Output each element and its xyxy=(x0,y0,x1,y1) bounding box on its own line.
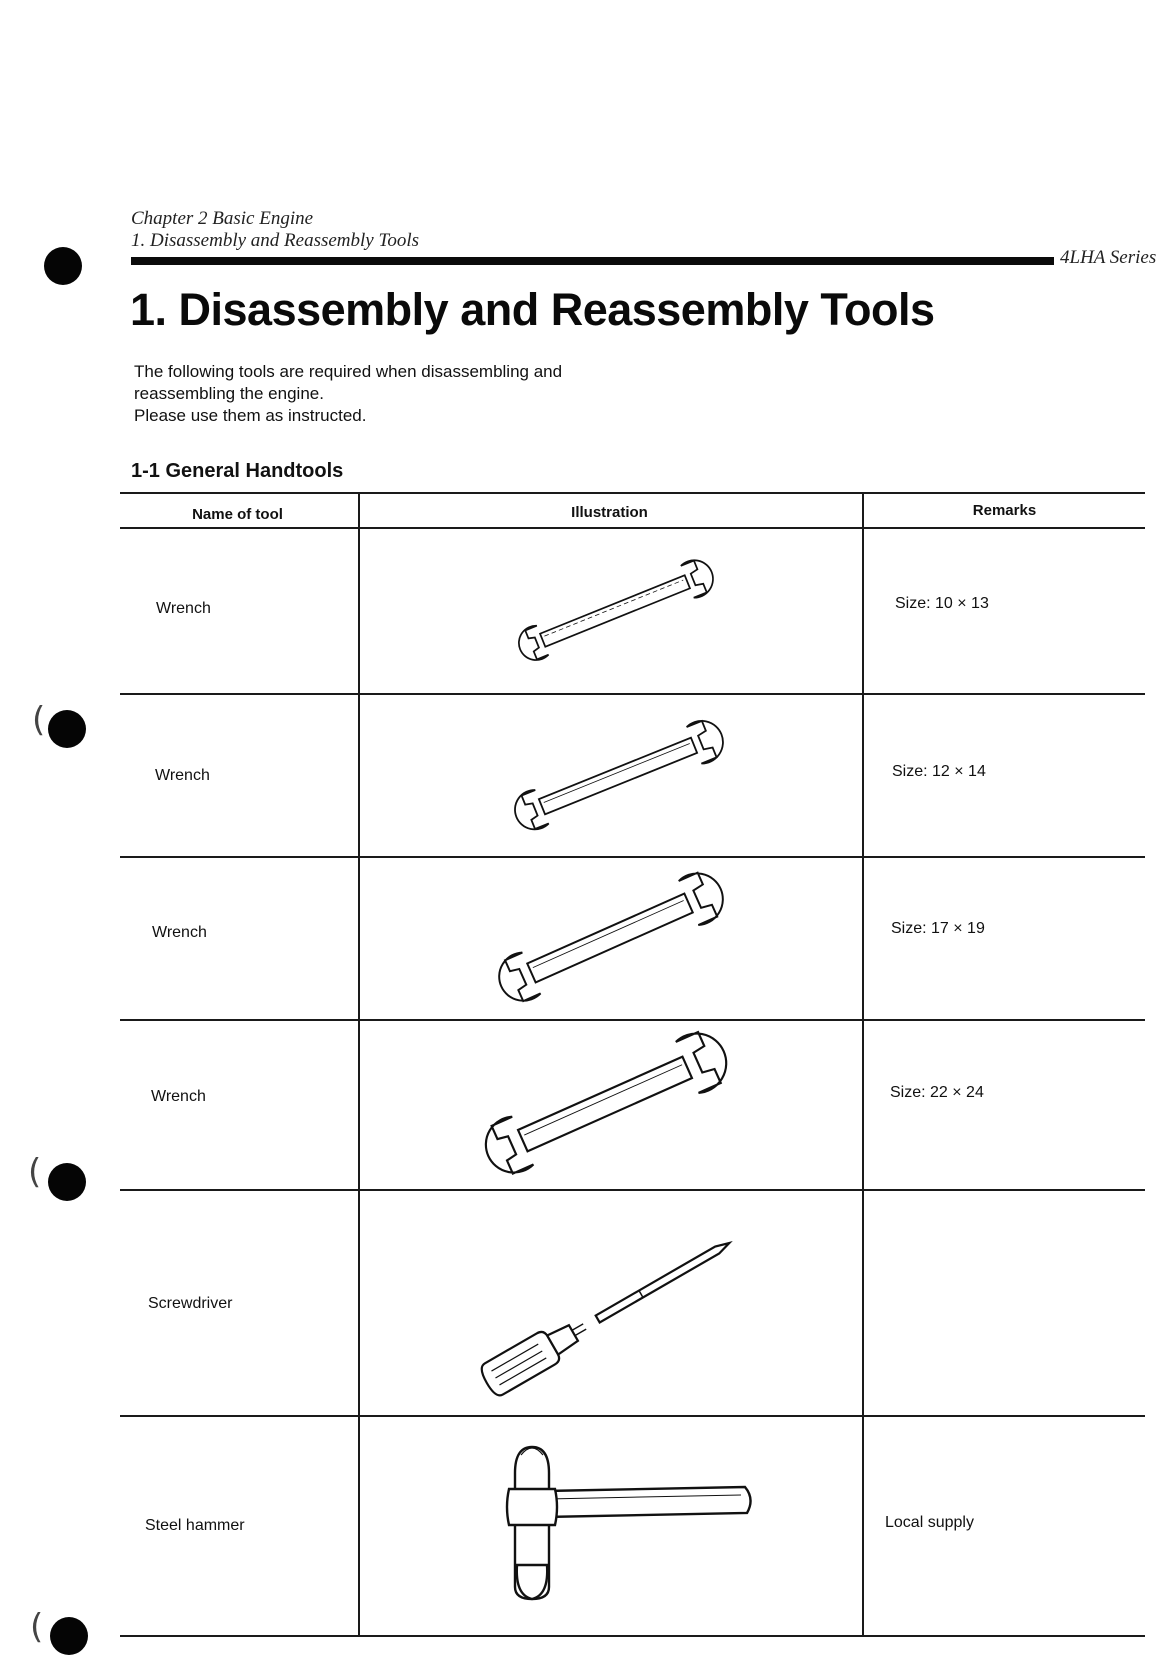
wrench-icon xyxy=(475,1029,735,1179)
binder-hole-4 xyxy=(50,1617,88,1655)
table-top-rule xyxy=(120,492,1145,494)
page-title: 1. Disassembly and Reassembly Tools xyxy=(130,284,935,335)
series-label: 4LHA Series xyxy=(1060,247,1157,268)
table-row xyxy=(120,695,1145,856)
intro-line: Please use them as instructed. xyxy=(134,406,367,425)
screwdriver-icon xyxy=(465,1217,765,1397)
binder-hole-mark: ( xyxy=(28,1152,42,1192)
table-row xyxy=(120,1417,1145,1635)
tool-remarks: Size: 12 × 14 xyxy=(892,763,986,780)
table-bottom-rule xyxy=(120,1635,1145,1637)
tool-name: Wrench xyxy=(156,600,211,617)
binder-hole-3 xyxy=(48,1163,86,1201)
wrench-icon xyxy=(500,546,730,676)
tool-remarks: Size: 22 × 24 xyxy=(890,1084,984,1101)
column-header-illustration: Illustration xyxy=(571,504,648,521)
column-header-name: Name of tool xyxy=(192,506,283,523)
column-header-remarks: Remarks xyxy=(972,502,1037,519)
table-row xyxy=(120,1191,1145,1415)
wrench-icon xyxy=(498,711,738,841)
tool-name: Wrench xyxy=(151,1088,206,1105)
binder-hole-1 xyxy=(44,247,82,285)
tool-name: Wrench xyxy=(152,924,207,941)
intro-line: reassembling the engine. xyxy=(134,384,324,403)
header-rule xyxy=(131,257,1054,265)
binder-hole-2 xyxy=(48,710,86,748)
tool-name: Screwdriver xyxy=(148,1295,233,1312)
hammer-icon xyxy=(475,1437,775,1617)
tool-remarks: Size: 17 × 19 xyxy=(891,920,985,937)
tool-name: Wrench xyxy=(155,767,210,784)
tool-remarks: Local supply xyxy=(885,1514,974,1531)
subsection-heading: 1-1 General Handtools xyxy=(131,460,344,482)
table-row xyxy=(120,528,1145,693)
table-row xyxy=(120,858,1145,1019)
wrench-icon xyxy=(485,868,735,1008)
binder-hole-mark: ( xyxy=(32,700,46,740)
tool-name: Steel hammer xyxy=(145,1517,245,1534)
tools-table xyxy=(120,492,1145,1637)
tool-remarks: Size: 10 × 13 xyxy=(895,595,989,612)
table-row xyxy=(120,1021,1145,1189)
section-header: 1. Disassembly and Reassembly Tools xyxy=(131,230,419,251)
binder-hole-mark: ( xyxy=(30,1607,44,1647)
chapter-header: Chapter 2 Basic Engine xyxy=(131,208,314,229)
intro-paragraph xyxy=(134,361,654,427)
intro-line: The following tools are required when disassembling and xyxy=(134,362,563,381)
